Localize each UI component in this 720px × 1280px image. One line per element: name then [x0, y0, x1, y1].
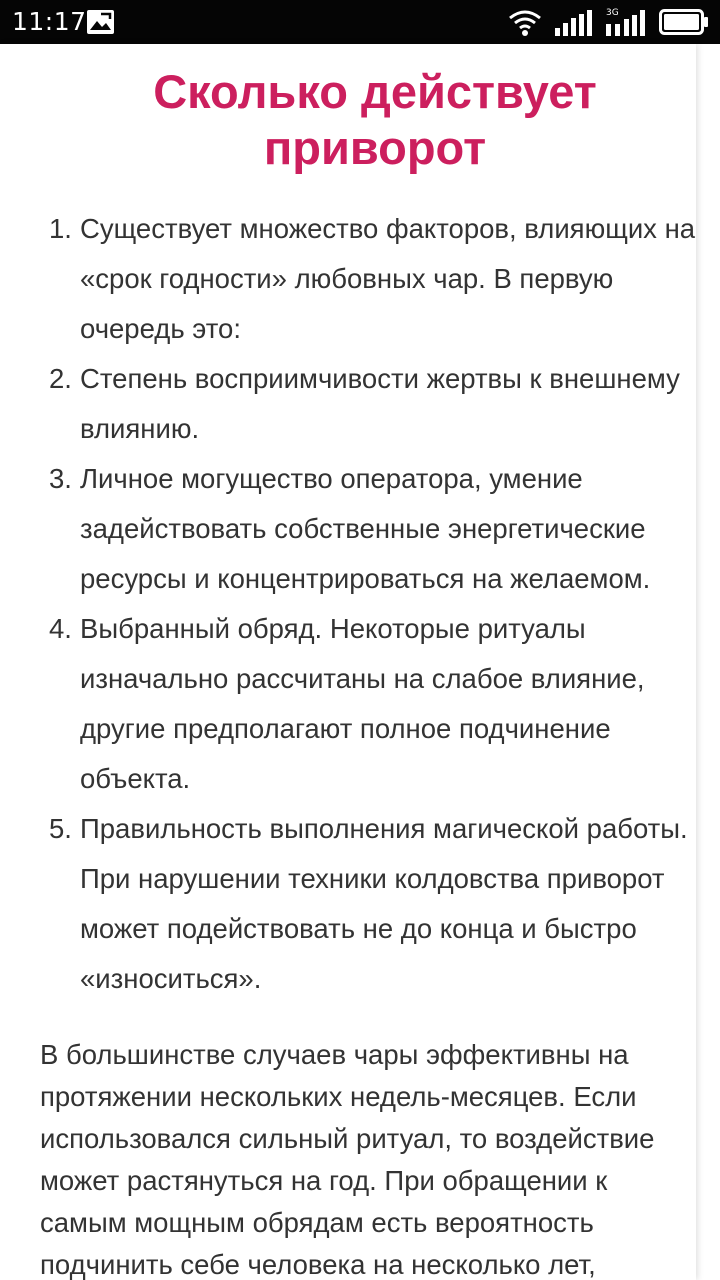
list-item: [40, 354, 696, 454]
factor-list: [40, 204, 696, 1004]
list-item-number: 3.: [49, 463, 72, 494]
list-item-number: 1.: [49, 213, 72, 244]
image-notification-icon: [87, 10, 114, 34]
network-type-label: 3G: [606, 8, 619, 18]
article-heading: Сколько действует приворот: [153, 65, 597, 174]
list-item-text: Степень восприимчивости жертвы к внешнему влиянию.: [80, 363, 680, 444]
list-item-text: Правильность выполнения магической работы. При нарушении техники колдовства приворот может подействовать не до конца и быстро «износиться».: [80, 813, 688, 994]
cell-signal-icon: [555, 10, 593, 36]
list-item-number: 5.: [49, 813, 72, 844]
status-bar: [0, 0, 720, 44]
list-item: [40, 804, 696, 1004]
article-paragraph: В большинстве случаев чары эффективны на протяжении нескольких недель-месяцев. Если использовался сильный ритуал, то воздействие может растянуться на год. При обращении к самым мощным обрядам есть вероятность подчинить себе человека на несколько лет,: [40, 1039, 655, 1280]
status-time: 11:17: [12, 7, 87, 36]
list-item: [40, 204, 696, 354]
wifi-icon: [508, 9, 542, 37]
list-item-number: 4.: [49, 613, 72, 644]
cell-signal-3g-icon: [606, 10, 646, 36]
list-item: [40, 454, 696, 604]
battery-icon: [659, 9, 709, 35]
list-item-text: Выбранный обряд. Некоторые ритуалы изначально рассчитаны на слабое влияние, другие предполагают полное подчинение объекта.: [80, 613, 645, 794]
list-item: [40, 604, 696, 804]
article-page: [0, 44, 696, 1280]
list-item-text: Личное могущество оператора, умение задействовать собственные энергетические ресурсы и концентрироваться на желаемом.: [80, 463, 651, 594]
list-item-text: Существует множество факторов, влияющих на «срок годности» любовных чар. В первую очередь это:: [80, 213, 696, 344]
list-item-number: 2.: [49, 363, 72, 394]
